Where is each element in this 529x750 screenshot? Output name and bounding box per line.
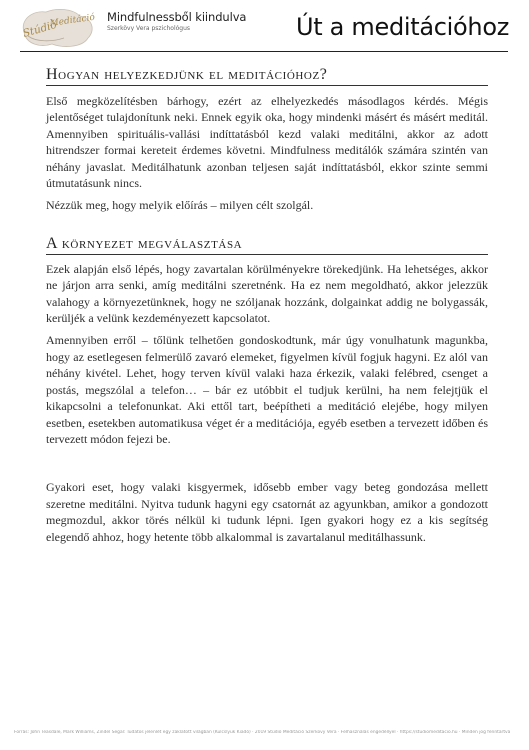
page-title: Út a meditációhoz xyxy=(295,13,509,41)
header-subtitle: Mindfulnessből kiindulva xyxy=(107,10,247,24)
paragraph: Ezek alapján első lépés, hogy zavartalan körülményekre törekedjünk. Ha lehetséges, akkor ne járjon arra senki, amíg meditálni szeretnénk. Ha ez nem megoldható, akkor jelezzük valahogy a környezetünknek, hogy ne szóljanak hozzánk, dolgainkat addig ne bolygassák, kerüljék a velünk kezdeményezett kapcsolatot. xyxy=(46,261,488,326)
header-divider xyxy=(20,51,508,52)
paragraph: Első megközelítésben bárhogy, ezért az elhelyezkedés másodlagos kérdés. Mégis jelentőséget tulajdonítunk neki. Ennek egyik oka, hogy mindenki másért és másért meditál. Amennyiben spirituális-vallási indíttatásból kezd valaki meditálni, akkor az adott hitrendszer formai kereteit érdemes követni. Mindfulness meditálók számára szintén van néhány javaslat. Meditálhatunk azonban teljesen saját indíttatásból, ekkor szinte semmi útmutatásunk nincs. xyxy=(46,94,488,191)
section-heading-positioning: Hogyan helyezkedjünk el meditációhoz? xyxy=(46,65,488,86)
section-heading-environment: A környezet megválasztása xyxy=(46,234,488,255)
main-content xyxy=(46,60,488,545)
page-header xyxy=(0,0,529,58)
paragraph: Nézzük meg, hogy melyik előírás – milyen célt szolgál. xyxy=(46,198,314,213)
page-footer: Forrás: John Teasdale, Mark Williams, Zindel Segal: Tudatos jelenlét egy zaklatott világban (Kulcslyuk Kiadó) · 2019 Stúdió Meditáció Szerkövy Vera · Felhasználás engedéllyel · https://studiomeditacio.hu · Minden jog fenntartva xyxy=(14,730,511,735)
header-author: Szerkövy Vera pszichológus xyxy=(107,25,191,32)
paragraph: Gyakori eset, hogy valaki kisgyermek, idősebb ember vagy beteg gondozása mellett szeretne meditálni. Nyitva tudunk hagyni egy csatornát az agyunkban, amikor a gondozott megmozdul, akkor törés nélkül ki tudunk lépni. Igen gyakori hogy ez a kis segítség elegendő ahhoz, hogy hetente több alkalommal is zavartalanul meditálhassunk. xyxy=(46,480,488,544)
svg-text:Stúdió: Stúdió xyxy=(21,18,59,40)
studio-meditacio-logo xyxy=(16,6,98,50)
svg-text:Meditáció: Meditáció xyxy=(49,12,96,29)
paragraph: Amennyiben erről – tőlünk telhetően gondoskodtunk, már úgy vonulhatunk magunkba, hogy az esetlegesen felmerülő zavaró elemeket, figyelmen kívül fogjuk hagyni. Ez alól van néhány kivétel. Lehet, hogy terven kívül valaki haza érkezik, valaki felébred, csenget a postás, megszólal a telefon… – bár ez utóbbit el tudjuk kerülni, ha nem felejtjük el kikapcsolni a telefonunkat. Aki ettől tart, beépítheti a meditáció elejébe, hogy milyen esetben, esetekben automatikusa véget ér a meditációja, egyéb esetben a tervezett időben és tervezett módon fejezi be. xyxy=(46,333,488,446)
